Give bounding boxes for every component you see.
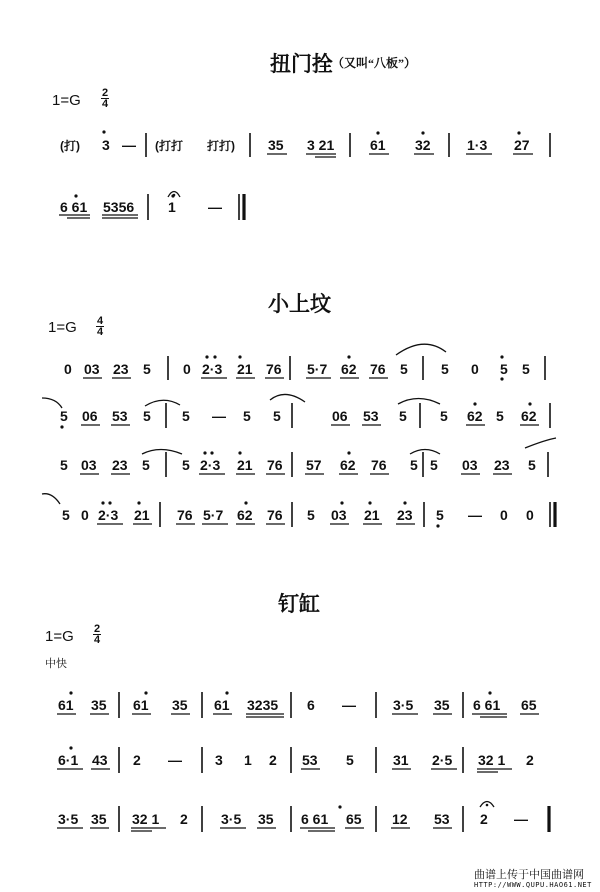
note: 5·7 (203, 507, 224, 523)
note: 6·1 (58, 752, 79, 768)
note: 62 (237, 507, 253, 523)
note: 0 (526, 507, 534, 523)
note: 5 (496, 408, 504, 424)
note: 76 (370, 361, 386, 377)
note: 61 (214, 697, 230, 713)
key-signature: 1=G (52, 92, 81, 109)
note: 53 (112, 408, 128, 424)
note: 53 (302, 752, 318, 768)
note: 21 (237, 361, 253, 377)
note: 76 (371, 457, 387, 473)
piece-title: 钉缸 (278, 592, 320, 616)
note: 5 (440, 408, 448, 424)
note: 0 (500, 507, 508, 523)
note: 61 (370, 137, 386, 153)
note: 3·5 (58, 811, 79, 827)
note: 5 (60, 408, 68, 424)
note: 76 (267, 457, 283, 473)
note: (打打 (155, 139, 183, 153)
note: 2·3 (98, 507, 119, 523)
tempo-marking: 中快 (45, 657, 67, 670)
note: 3·5 (221, 811, 242, 827)
note: 5 (522, 361, 530, 377)
note: 65 (521, 697, 537, 713)
note: 06 (332, 408, 348, 424)
note: 5 (441, 361, 449, 377)
note: 35 (172, 697, 188, 713)
note: 62 (340, 457, 356, 473)
note: 57 (306, 457, 322, 473)
note: 3 (215, 752, 223, 768)
note: 5 (143, 361, 151, 377)
site-watermark: 曲谱上传于中国曲谱网 (474, 868, 584, 881)
note: 53 (363, 408, 379, 424)
note: 27 (514, 137, 530, 153)
note: 32 1 (132, 811, 160, 827)
note: 43 (92, 752, 108, 768)
note: 5 (142, 457, 150, 473)
note: 06 (82, 408, 98, 424)
note: 76 (267, 507, 283, 523)
note: 2·3 (202, 361, 223, 377)
note: 5 (182, 457, 190, 473)
note: 12 (392, 811, 408, 827)
note: 03 (462, 457, 478, 473)
note: 5 (182, 408, 190, 424)
note: 61 (133, 697, 149, 713)
note: 5 (410, 457, 418, 473)
note: 6 (307, 697, 315, 713)
note: 3·5 (393, 697, 414, 713)
note: 2 (133, 752, 141, 768)
note: — (342, 697, 356, 713)
note: 6 61 (473, 697, 501, 713)
note: 3235 (247, 697, 279, 713)
note: 5 (143, 408, 151, 424)
note: 5 (273, 408, 281, 424)
time-signature: 2 4 (93, 623, 101, 646)
note: 62 (467, 408, 483, 424)
note: 6 61 (60, 199, 88, 215)
note: 21 (134, 507, 150, 523)
piece-title: 小上坟 (268, 292, 331, 316)
note: 32 (415, 137, 431, 153)
note: 2·3 (200, 457, 221, 473)
note: 35 (91, 811, 107, 827)
note: 5 (243, 408, 251, 424)
note: 35 (258, 811, 274, 827)
key-signature: 1=G (48, 319, 77, 336)
note: 1 (168, 199, 176, 215)
site-url: HTTP://WWW.QUPU.HAO61.NET (474, 881, 592, 889)
piece-subtitle: （又叫“八板”） (332, 56, 417, 70)
note: 76 (266, 361, 282, 377)
note: 5 (528, 457, 536, 473)
note: 1 (244, 752, 252, 768)
note: — (122, 137, 136, 153)
note: 5·7 (307, 361, 328, 377)
note: 5 (430, 457, 438, 473)
note: — (468, 507, 482, 523)
note: 5 (399, 408, 407, 424)
note: 5 (500, 361, 508, 377)
note: 03 (331, 507, 347, 523)
note: 32 1 (478, 752, 506, 768)
note: 5 (346, 752, 354, 768)
note: 35 (268, 137, 284, 153)
note: — (212, 408, 226, 424)
note: 35 (434, 697, 450, 713)
key-signature: 1=G (45, 628, 74, 645)
note: 21 (364, 507, 380, 523)
note: 3 21 (307, 137, 335, 153)
note: 21 (237, 457, 253, 473)
note: 3 (102, 137, 110, 153)
time-signature: 4 4 (96, 315, 104, 338)
note: 2 (180, 811, 188, 827)
note: 0 (64, 361, 72, 377)
note: (打) (60, 139, 80, 153)
note: 65 (346, 811, 362, 827)
note: 2 (480, 811, 488, 827)
note: 03 (84, 361, 100, 377)
note: 35 (91, 697, 107, 713)
note: 6 61 (301, 811, 329, 827)
note: 76 (177, 507, 193, 523)
note: 03 (81, 457, 97, 473)
note: — (208, 199, 222, 215)
note: — (514, 811, 528, 827)
note: 2·5 (432, 752, 453, 768)
note: 23 (113, 361, 129, 377)
note: 0 (471, 361, 479, 377)
note: 5 (60, 457, 68, 473)
note: 5356 (103, 199, 135, 215)
note: 5 (436, 507, 444, 523)
note: 62 (521, 408, 537, 424)
note: 61 (58, 697, 74, 713)
note: 1·3 (467, 137, 488, 153)
note: 31 (393, 752, 409, 768)
note: 5 (307, 507, 315, 523)
note: 0 (81, 507, 89, 523)
note: 62 (341, 361, 357, 377)
note: 53 (434, 811, 450, 827)
note: 5 (400, 361, 408, 377)
note: 23 (397, 507, 413, 523)
note: 5 (62, 507, 70, 523)
note: 打打) (207, 139, 235, 153)
note: — (168, 752, 182, 768)
note: 2 (269, 752, 277, 768)
note: 23 (112, 457, 128, 473)
note: 0 (183, 361, 191, 377)
note: 23 (494, 457, 510, 473)
note: 2 (526, 752, 534, 768)
time-signature: 2 4 (101, 87, 109, 110)
piece-title: 扭门拴 (270, 52, 333, 76)
